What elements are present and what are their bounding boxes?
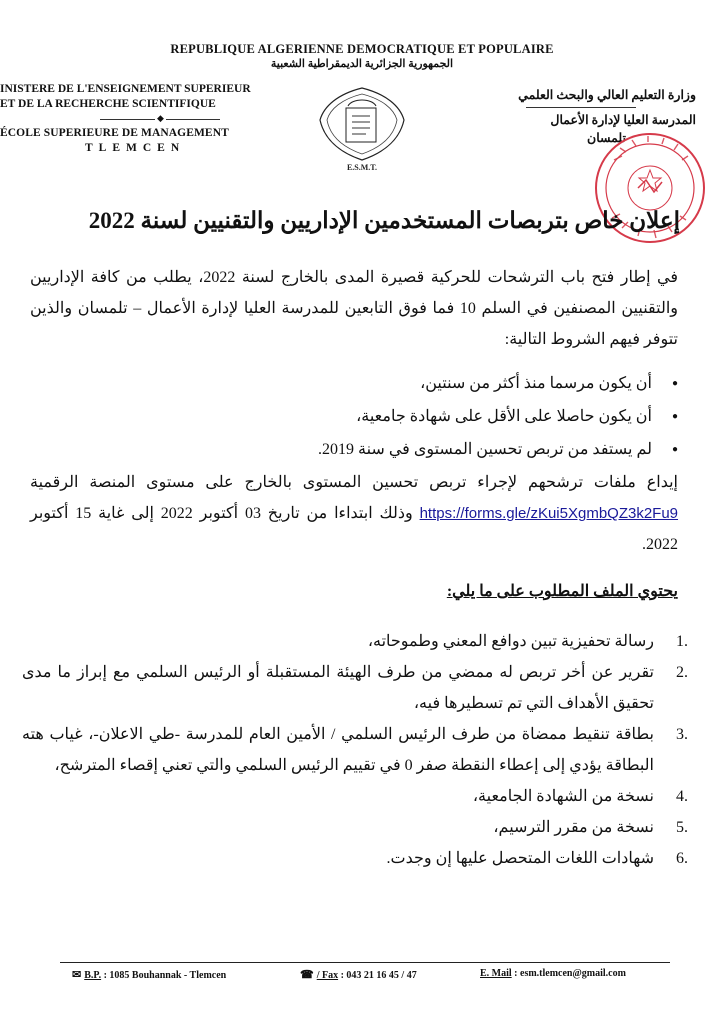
intro-paragraph: في إطار فتح باب الترشحات للحركية قصيرة المدى بالخارج لسنة 2022، يطلب من كافة الإداريين والتقنيين المصنفين في السلم 10 فما فوق التابعين للمدرسة العليا لإدارة الأعمال – تلمسان والذين تتوفر فيهم الشروط التالية:	[30, 269, 679, 348]
file-requirements-list	[22, 626, 688, 874]
logo-emblem-icon	[308, 86, 416, 174]
list-item	[22, 626, 688, 657]
list-item: ● أن يكون حاصلا على الأقل على شهادة جامعية،	[40, 400, 680, 433]
item-number: 5.	[676, 819, 688, 836]
footer-divider	[60, 962, 670, 963]
list-item	[22, 657, 688, 719]
logo-text: E.S.M.T.	[346, 163, 378, 172]
phone-icon: ☎	[300, 969, 314, 981]
mail-value[interactable]: : esm.tlemcen@gmail.com	[514, 968, 626, 979]
form-link[interactable]: https://forms.gle/zKui5XgmbQZ3k2Fu9	[419, 505, 679, 522]
bp-value: : 1085 Bouhannak - Tlemcen	[103, 970, 227, 981]
deposit-text: إيداع ملفات ترشحهم لإجراء تربص تحسين المستوى بالخارج على مستوى المنصة الرقمية	[30, 474, 678, 491]
footer-address	[72, 968, 226, 981]
ministry-block-fr	[0, 82, 300, 156]
list-item	[22, 781, 688, 812]
footer-email	[480, 968, 626, 979]
item-number: 3.	[676, 726, 688, 743]
item-text: شهادات اللغات المتحصل عليها إن وجدت.	[386, 850, 654, 867]
item-number: 2.	[676, 664, 688, 681]
conditions-list	[40, 367, 680, 466]
list-item: ● أن يكون مرسما منذ أكثر من سنتين،	[40, 367, 680, 400]
divider	[100, 115, 220, 123]
item-number: 1.	[676, 633, 688, 650]
item-text: رسالة تحفيزية تبين دوافع المعني وطموحاته،	[367, 633, 654, 650]
item-text: بطاقة تنقيط ممضاة من طرف الرئيس السلمي / الأمين العام للمدرسة -طي الاعلان-، غياب هته البطاقة يؤدي إلى إعطاء النقطة صفر 0 في تقييم الرئيس السلمي والتي تعني إقصاء المترشح،	[22, 726, 654, 774]
item-number: 4.	[676, 788, 688, 805]
republic-title-fr: REPUBLIQUE ALGERIENNE DEMOCRATIQUE ET POPULAIRE	[170, 42, 554, 56]
list-item	[22, 719, 688, 781]
deposit-dates: وذلك ابتداءا من تاريخ 03 أكتوبر 2022 إلى غاية 15 أكتوبر 2022.	[30, 505, 678, 553]
item-text: نسخة من مقرر الترسيم،	[493, 819, 654, 836]
ministry-fr-line2: ET DE LA RECHERCHE SCIENTIFIQUE	[0, 98, 216, 110]
item-number: 6.	[676, 850, 688, 867]
list-item: ● لم يستفد من تربص تحسين المستوى في سنة 2019.	[40, 433, 680, 466]
city-fr: TLEMCEN	[85, 142, 186, 154]
city-ar: تلمسان	[587, 131, 626, 145]
file-requirements-heading: يحتوي الملف المطلوب على ما يلي:	[446, 583, 678, 600]
item-text: نسخة من الشهادة الجامعية،	[472, 788, 654, 805]
mailbox-icon: ✉	[72, 969, 82, 981]
deposit-paragraph	[30, 467, 678, 560]
school-name-ar: المدرسة العليا لإدارة الأعمال	[550, 113, 696, 127]
mail-label: E. Mail	[480, 968, 512, 979]
footer-phone	[300, 968, 417, 981]
bp-label: B.P.	[84, 970, 102, 981]
ministry-ar: وزارة التعليم العالي والبحث العلمي	[518, 88, 696, 102]
republic-title-ar: الجمهورية الجزائرية الديمقراطية الشعبية	[270, 58, 454, 70]
tel-value: : 043 21 16 45 / 47	[340, 970, 417, 981]
school-logo	[308, 86, 416, 174]
school-name-fr: ÉCOLE SUPERIEURE DE MANAGEMENT	[0, 127, 229, 139]
tel-label: / Fax	[316, 970, 339, 981]
list-item	[22, 812, 688, 843]
ministry-fr-line1: INISTERE DE L'ENSEIGNEMENT SUPERIEUR	[0, 83, 251, 95]
item-text: تقرير عن أخر تربص له ممضي من طرف الهيئة المستقبلة أو الرئيس السلمي مع إبراز ما مدى تحقيق الأهداف التي تم تسطيرها فيه،	[22, 664, 654, 712]
announcement-title: إعلان خاص بتربصات المستخدمين الإداريين والتقنيين لسنة 2022	[88, 208, 680, 233]
list-item	[22, 843, 688, 874]
divider	[526, 107, 636, 108]
